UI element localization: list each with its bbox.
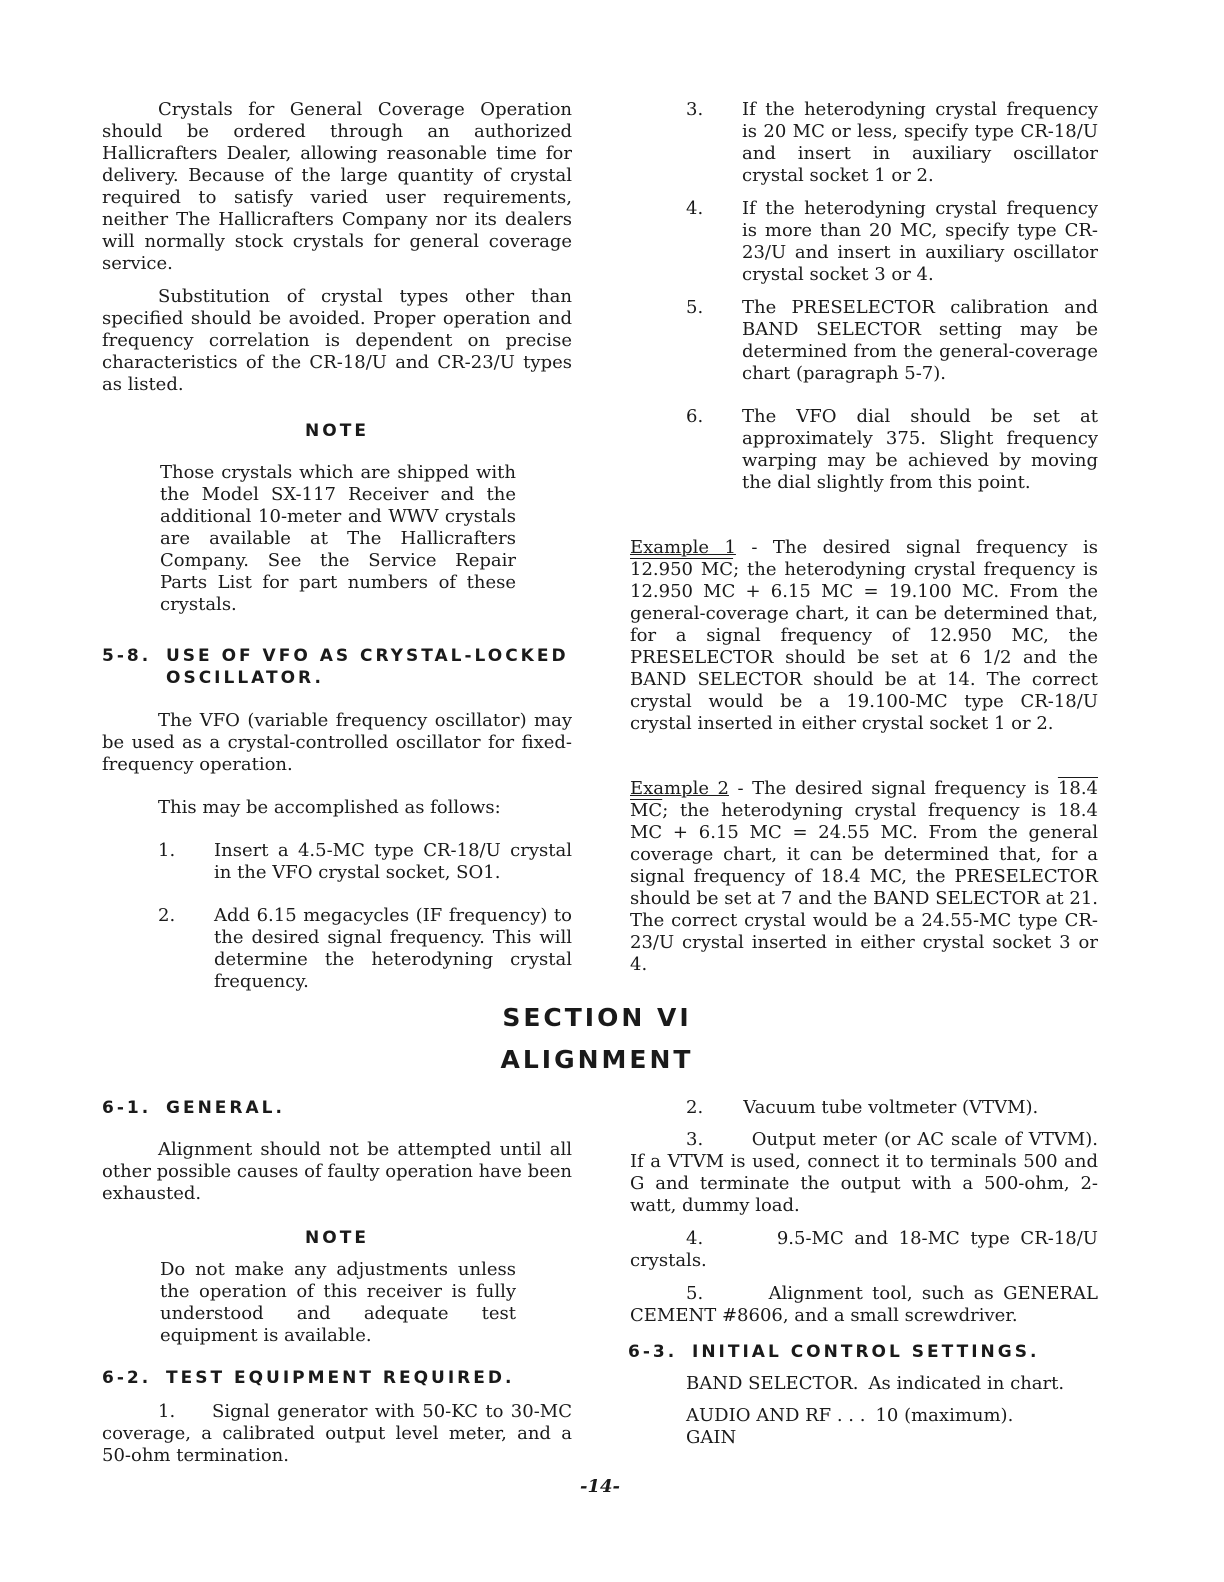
example-2-freq: 18.4 MC xyxy=(630,778,1098,821)
list-number: 1. xyxy=(158,840,176,861)
setting-key-continued: GAIN xyxy=(686,1427,737,1448)
equipment-item-2 xyxy=(630,1097,1098,1119)
item-text: Alignment tool, such as GENERAL CEMENT #8606, and a small screwdriver. xyxy=(630,1283,1098,1326)
equipment-item-3 xyxy=(630,1129,1098,1217)
list-text: The PRESELECTOR calibration and BAND SELECTOR setting may be determined from the general-coverage chart (paragraph 5-7). xyxy=(742,297,1098,384)
list-item xyxy=(630,198,1098,286)
setting-band-selector xyxy=(630,1373,1098,1395)
setting-key: AUDIO AND RF . . . xyxy=(686,1405,866,1426)
item-number: 5. xyxy=(686,1283,704,1304)
list-text: If the heterodyning crystal frequency is more than 20 MC, specify type CR-23/U and insert in auxiliary oscillator crystal socket 3 or 4. xyxy=(742,198,1098,285)
setting-value: 10 (maximum). xyxy=(875,1405,1014,1426)
list-item xyxy=(630,406,1098,494)
section-title: USE OF VFO AS CRYSTAL-LOCKED OSCILLATOR. xyxy=(166,646,569,688)
item-text: Vacuum tube voltmeter (VTVM). xyxy=(743,1097,1039,1118)
list-item xyxy=(102,840,572,884)
section-title: GENERAL. xyxy=(166,1098,285,1118)
example-2-text: ; the heterodyning crystal frequency is 18.4 MC + 6.15 MC = 24.55 MC. From the general coverage chart, it can be determined that, for a signal frequency of 18.4 MC, the PRESELECTOR should be set at 7 and the BAND SELECTOR at 21. The correct crystal would be a 24.55-MC type CR-23/U crystal inserted in either crystal socket 3 or 4. xyxy=(630,800,1098,975)
list-item xyxy=(630,297,1098,385)
section-heading-6-2 xyxy=(102,1367,572,1389)
left-column-top xyxy=(102,99,572,993)
list-number: 4. xyxy=(686,198,704,219)
equipment-item-1 xyxy=(102,1401,572,1467)
section-title: INITIAL CONTROL SETTINGS. xyxy=(692,1342,1040,1362)
list-text: If the heterodyning crystal frequency is 20 MC or less, specify type CR-18/U and insert in auxiliary oscillator crystal socket 1 or 2. xyxy=(742,99,1098,186)
example-1-text: ; the heterodyning crystal frequency is 12.950 MC + 6.15 MC = 19.100 MC. From the general-coverage chart, it can be determined that, for a signal frequency of 12.950 MC, the PRESELECTOR should be set at 6 1/2 and the BAND SELECTOR should be at 14. The correct crystal would be a 19.100-MC type CR-18/U crystal inserted in either crystal socket 1 or 2. xyxy=(630,559,1098,734)
item-number: 3. xyxy=(686,1129,704,1150)
section-number: 5-8. xyxy=(102,646,152,666)
list-number: 3. xyxy=(686,99,704,120)
item-number: 1. xyxy=(158,1401,176,1422)
paragraph-substitution: Substitution of crystal types other than specified should be avoided. Proper operation and frequency correlation is dependent on precise characteristics of the CR-18/U and CR-23/U types as listed. xyxy=(102,286,572,395)
section-subtitle: ALIGNMENT xyxy=(500,1045,694,1074)
list-text: Add 6.15 megacycles (IF frequency) to the desired signal frequency. This will determine the heterodyning crystal frequency. xyxy=(214,905,572,992)
list-number: 6. xyxy=(686,406,704,427)
section-heading-6-3 xyxy=(628,1341,1098,1363)
section-title: SECTION VI xyxy=(502,1003,692,1032)
list-text: The VFO dial should be set at approximately 375. Slight frequency warping may be achieved by moving the dial slightly from this point. xyxy=(742,406,1098,493)
section-title: TEST EQUIPMENT REQUIRED. xyxy=(166,1368,515,1388)
item-text: Signal generator with 50-KC to 30-MC coverage, a calibrated output level meter, and a 50-ohm termination. xyxy=(102,1401,573,1466)
list-item xyxy=(102,905,572,993)
list-item xyxy=(630,99,1098,187)
example-1 xyxy=(630,537,1098,735)
example-1-label: Example 1 xyxy=(630,537,736,558)
note-heading: NOTE xyxy=(305,1228,369,1248)
paragraph-vfo: The VFO (variable frequency oscillator) may be used as a crystal-controlled oscillator for fixed-frequency operation. xyxy=(102,710,572,775)
right-column-bottom xyxy=(630,1097,1098,1449)
equipment-item-4 xyxy=(630,1228,1098,1272)
left-column-bottom xyxy=(102,1097,572,1467)
setting-value: As indicated in chart. xyxy=(868,1373,1065,1394)
paragraph-general: Alignment should not be attempted until all other possible causes of faulty operation have been exhausted. xyxy=(102,1139,573,1204)
list-number: 5. xyxy=(686,297,704,318)
section-heading-6-1 xyxy=(102,1097,572,1119)
paragraph-accomplished: This may be accomplished as follows: xyxy=(158,797,501,818)
item-text: 9.5-MC and 18-MC type CR-18/U crystals. xyxy=(630,1228,1098,1271)
list-text: Insert a 4.5-MC type CR-18/U crystal in the VFO crystal socket, SO1. xyxy=(214,840,572,883)
equipment-item-5 xyxy=(630,1283,1098,1327)
example-1-freq: 12.950 MC xyxy=(630,559,734,580)
item-number: 2. xyxy=(686,1097,704,1118)
note-heading: NOTE xyxy=(305,421,369,441)
note-text: Those crystals which are shipped with the Model SX-117 Receiver and the additional 10-meter and WWV crystals are available at The Hallicrafters Company. See the Service Repair Parts List for part numbers of these crystals. xyxy=(160,462,516,615)
note-text: Do not make any adjustments unless the operation of this receiver is fully understood and adequate test equipment is available. xyxy=(160,1259,516,1346)
section-heading-5-8 xyxy=(102,645,572,689)
paragraph-crystals-ordering: Crystals for General Coverage Operation should be ordered through an authorized Hallicrafters Dealer, allowing reasonable time for delivery. Because of the large quantity of crystal required to satisfy varied user requirements, neither The Hallicrafters Company nor its dealers will normally stock crystals for general coverage service. xyxy=(102,99,572,274)
right-column-top xyxy=(630,99,1098,976)
section-number: 6-2. xyxy=(102,1368,152,1388)
page-number: -14- xyxy=(580,1476,620,1497)
section-number: 6-3. xyxy=(628,1342,678,1362)
example-1-sep: - The desired signal frequency is xyxy=(735,537,1098,558)
section-number: 6-1. xyxy=(102,1098,152,1118)
item-number: 4. xyxy=(686,1228,704,1249)
example-2-label: Example 2 xyxy=(630,778,729,799)
list-number: 2. xyxy=(158,905,176,926)
setting-key: BAND SELECTOR. xyxy=(686,1373,859,1394)
example-2-sep: - The desired signal frequency is xyxy=(728,778,1058,799)
example-2 xyxy=(630,778,1098,976)
setting-audio-rf-gain xyxy=(630,1405,1098,1427)
item-text: Output meter (or AC scale of VTVM). If a VTVM is used, connect it to terminals 500 and G and terminate the output with a 500-ohm, 2-watt, dummy load. xyxy=(630,1129,1098,1216)
